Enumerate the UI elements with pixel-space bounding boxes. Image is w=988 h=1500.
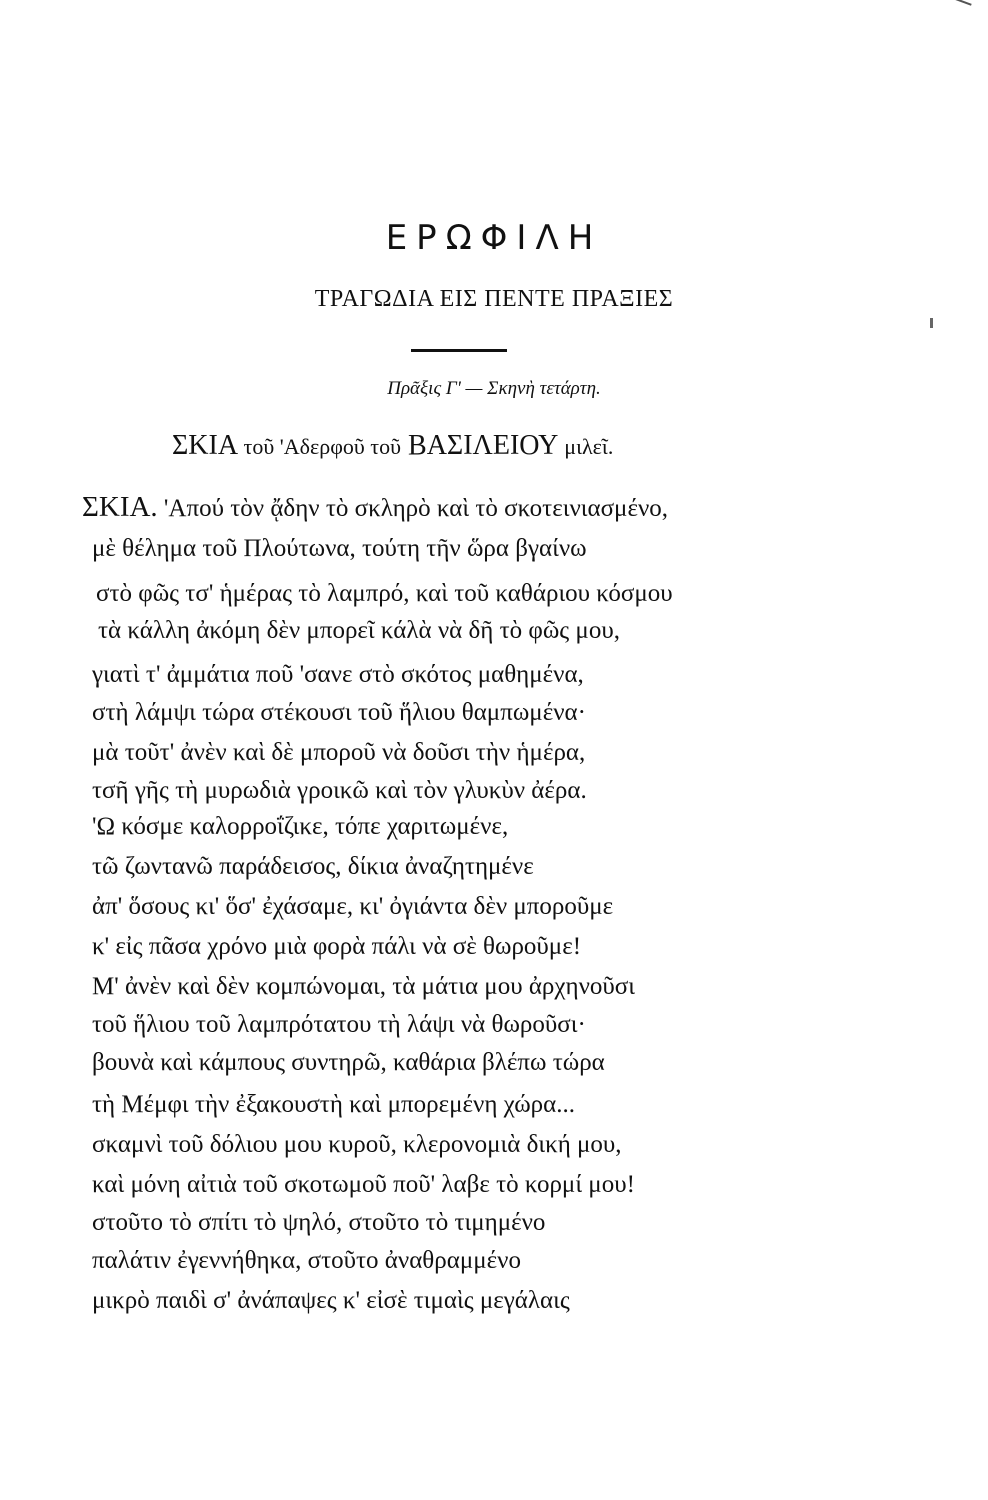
verse-line (92, 852, 534, 882)
verse-text: στὸ φῶς τσ' ἡμέρας τὸ λαμπρό, καὶ τοῦ καθάριου κόσμου (96, 580, 673, 607)
verse-text: τὴ Μέμφι τὴν ἐξακουστὴ καὶ μπορεμένη χώρα... (92, 1091, 575, 1118)
verse-line (92, 1130, 622, 1160)
verse-text: 'Απού τὸν ᾄδην τὸ σκληρὸ καὶ τὸ σκοτεινιασμένο, (163, 495, 669, 522)
verse-text: σκαμνὶ τοῦ δόλιου μου κυροῦ, κλερονομιὰ δική μου, (92, 1131, 622, 1158)
verse-line (92, 972, 635, 1002)
verse-text: τῶ ζωντανῶ παράδεισος, δίκια ἀναζητημένε (92, 853, 534, 880)
verse-text: τσῆ γῆς τὴ μυρωδιὰ γροικῶ καὶ τὸν γλυκὺν ἀέρα. (92, 777, 587, 804)
verse-text: βουνὰ καὶ κάμπους συντηρῶ, καθάρια βλέπω τώρα (92, 1049, 605, 1076)
verse-text: μικρὸ παιδὶ σ' ἀνάπαψες κ' εἰσὲ τιμαὶς μεγάλαις (92, 1287, 570, 1314)
verse-line (92, 1286, 570, 1316)
verse-text: 'Ω κόσμε καλορροΐζικε, τόπε χαριτωμένε, (92, 813, 509, 840)
verse-text: καὶ μόνη αἰτιὰ τοῦ σκοτωμοῦ ποῦ' λαβε τὸ κορμί μου! (92, 1171, 635, 1198)
speaker-verb: μιλεῖ. (564, 434, 614, 459)
speaker-relation: τοῦ 'Αδερφοῦ τοῦ (243, 434, 402, 459)
verse-line (92, 1048, 605, 1078)
verse-text: ἀπ' ὅσους κι' ὅσ' ἐχάσαμε, κι' ὀγιάντα δὲν μποροῦμε (92, 893, 614, 920)
verse-text: μὰ τοῦτ' ἀνὲν καὶ δὲ μποροῦ νὰ δοῦσι τὴν ἡμέρα, (92, 739, 586, 766)
verse-role: ΣΚΙΑ. (82, 491, 158, 523)
verse-text: γιατὶ τ' ἀμμάτια ποῦ 'σανε στὸ σκότος μαθημένα, (92, 661, 584, 688)
verse-text: Μ' ἀνὲν καὶ δὲν κομπώνομαι, τὰ μάτια μου ἀρχηνοῦσι (92, 973, 635, 1000)
verse-line (96, 579, 673, 609)
verse-text: τοῦ ἥλιου τοῦ λαμπρότατου τὴ λάψι νὰ θωροῦσι· (92, 1011, 586, 1038)
verse-line (92, 534, 587, 564)
verse-line (92, 660, 584, 690)
scan-speck (930, 318, 933, 328)
verse-text: μὲ θέλημα τοῦ Πλούτωνα, τούτη τῆν ὥρα βγαίνω (92, 535, 587, 562)
verse-line (92, 932, 581, 962)
verse-text: κ' εἰς πᾶσα χρόνο μιὰ φορὰ πάλι νὰ σὲ θωροῦμε! (92, 933, 582, 960)
verse-line (92, 776, 587, 806)
verse-line (92, 698, 586, 728)
speaker-name: ΣΚΙΑ (172, 430, 237, 461)
verse-line (92, 812, 508, 842)
page-title: ΕΡΩΦΙΛΗ (385, 218, 603, 258)
scene-heading: Πρᾶξις Γ' — Σκηνὴ τετάρτη. (387, 378, 601, 399)
verse-text: στοῦτο τὸ σπίτι τὸ ψηλό, στοῦτο τὸ τιμημένο (92, 1209, 546, 1236)
verse-line (92, 1208, 545, 1238)
verse-line (92, 1010, 586, 1040)
verse-line (92, 892, 613, 922)
verse-text: παλάτιν ἐγεννήθηκα, στοῦτο ἀναθραμμένο (92, 1247, 521, 1274)
verse-text: στὴ λάμψι τώρα στέκουσι τοῦ ἥλιου θαμπωμένα· (92, 699, 586, 726)
verse-line (92, 738, 585, 768)
verse-text: τὰ κάλλη ἀκόμη δὲν μπορεῖ κάλὰ νὰ δῆ τὸ φῶς μου, (98, 617, 620, 644)
verse-line (82, 492, 668, 524)
verse-line (98, 616, 620, 646)
page-subtitle: ΤΡΑΓΩΔΙΑ ΕΙΣ ΠΕΝΤΕ ΠΡΑΞΙΕΣ (314, 286, 674, 312)
verse-line (92, 1246, 521, 1276)
speaker-king: ΒΑΣΙΛΕΙΟΥ (408, 430, 558, 461)
verse-line (92, 1090, 575, 1120)
verse-line (92, 1170, 635, 1200)
